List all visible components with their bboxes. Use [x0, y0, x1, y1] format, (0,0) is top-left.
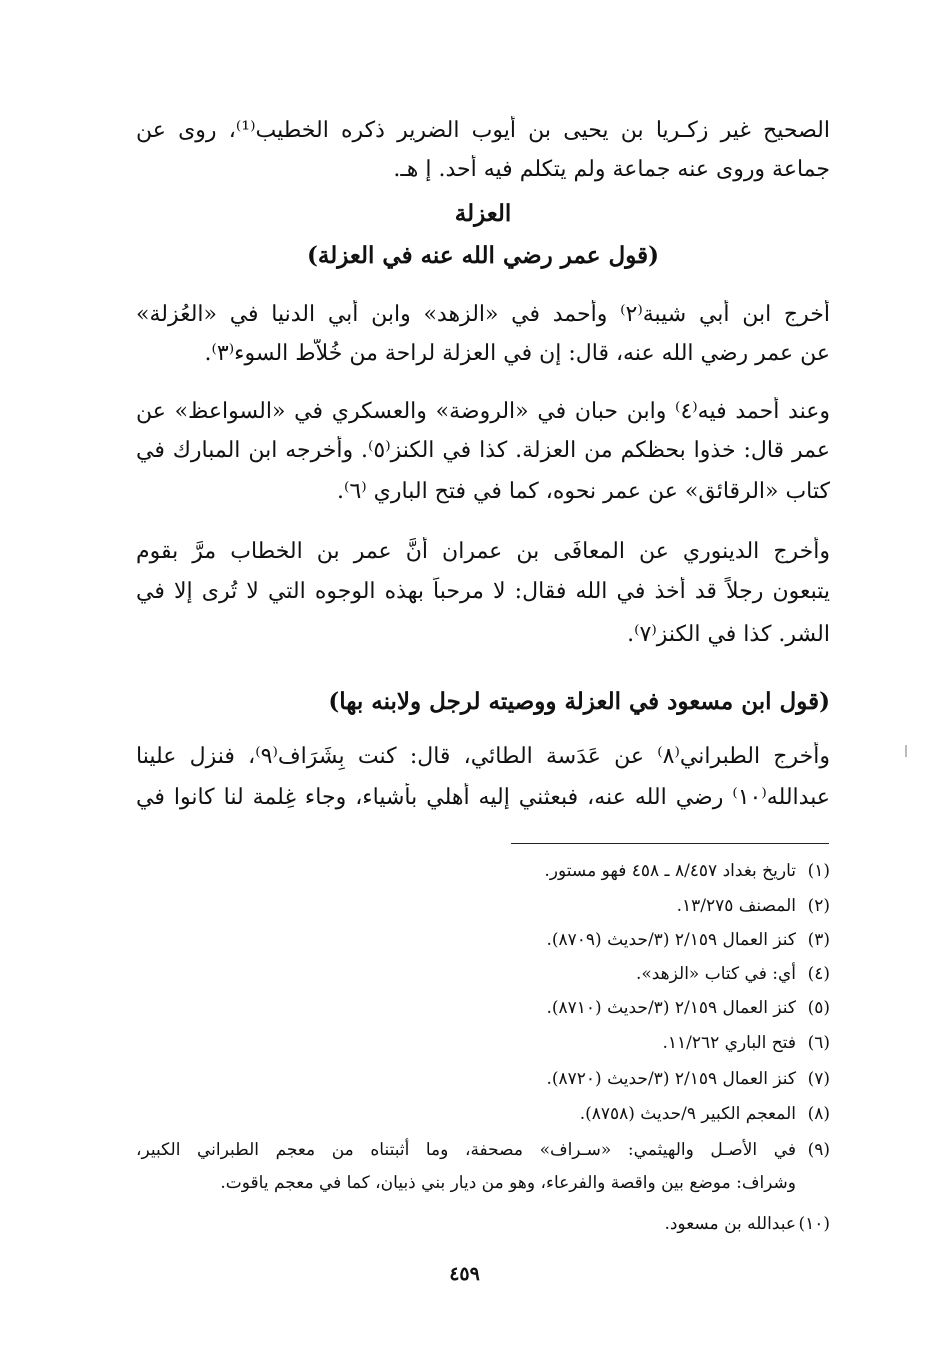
- footnote: [136, 1031, 830, 1055]
- footnote-separator: [511, 843, 829, 844]
- footnote-number: (٢): [807, 896, 830, 916]
- footnote: [136, 928, 830, 952]
- footnote: [136, 1067, 830, 1091]
- footnote-number: (١): [807, 861, 830, 881]
- subsection-heading: (قول ابن مسعود في العزلة ووصيته لرجل ولابنه بها): [328, 688, 830, 715]
- footnote-number: (٥): [807, 998, 830, 1018]
- footnote-text: عبدالله بن مسعود.: [664, 1214, 796, 1234]
- body-line: الشر. كذا في الكنز⁽٧⁾.: [627, 622, 830, 647]
- footnote: [136, 1102, 830, 1126]
- footnote-number: (٣): [807, 930, 830, 950]
- footnote-text: تاريخ بغداد ٨/٤٥٧ ـ ٤٥٨ فهو مستور.: [544, 861, 796, 881]
- body-line: يتبعون رجلاً قد أُخذ في الله فقال: لا مرحباً بهذه الوجوه التي لا تُرى إلا في: [136, 579, 830, 604]
- footnote-text: وشراف: موضع بين واقصة والفرعاء، وهو من ديار بني ذبيان، كما في معجم ياقوت.: [220, 1173, 796, 1193]
- footnote-number: (٨): [807, 1104, 830, 1124]
- subsection-heading: (قول عمر رضي الله عنه في العزلة): [307, 242, 659, 269]
- footnote-text: المعجم الكبير ٩/حديث (٨٧٥٨).: [579, 1104, 796, 1124]
- page-number: ٤٥٩: [449, 1263, 480, 1285]
- footnote-number: (١٠): [798, 1214, 830, 1234]
- footnote-number: (٦): [807, 1033, 830, 1053]
- body-line: أخرج ابن أبي شيبة⁽٢⁾ وأحمد في «الزهد» وابن أبي الدنيا في «العُزلة»: [136, 302, 830, 327]
- footnote-number: (٤): [807, 964, 830, 984]
- body-line: عمر قال: خذوا بحظكم من العزلة. كذا في الكنز⁽٥⁾. وأخرجه ابن المبارك في: [136, 438, 830, 463]
- body-line: عن عمر رضي الله عنه، قال: إن في العزلة لراحة من خُلاَّط السوء⁽٣⁾.: [204, 341, 830, 366]
- scan-mark: [905, 745, 907, 757]
- footnote: [136, 894, 830, 918]
- footnote: [136, 1138, 830, 1162]
- body-line: كتاب «الرقائق» عن عمر نحوه، كما في فتح الباري ⁽٦⁾.: [337, 479, 830, 504]
- body-line: جماعة وروى عنه جماعة ولم يتكلم فيه أحد. إ هـ.: [393, 157, 830, 182]
- body-line: وأخرج الطبراني⁽٨⁾ عن عَدَسة الطائي، قال: كنت بِشَرَاف⁽٩⁾، فنزل علينا: [136, 744, 830, 769]
- footnote: [136, 1212, 830, 1236]
- footnote: [136, 996, 830, 1020]
- footnote: [136, 962, 830, 986]
- footnote-text: في الأصـل والهيثمي: «سـراف» مصحفة، وما أثبتناه من معجم الطبراني الكبير،: [136, 1140, 796, 1160]
- body-line: الصحيح غير زكـريا بن يحيى بن أيوب الضرير ذكره الخطيب⁽¹⁾، روى عن: [136, 118, 830, 143]
- footnote: [136, 859, 830, 883]
- footnote-text: أي: في كتاب «الزهد».: [635, 964, 796, 984]
- body-line: وعند أحمد فيه⁽٤⁾ وابن حبان في «الروضة» والعسكري في «السواعظ» عن: [136, 399, 830, 424]
- footnote-continuation: [136, 1171, 830, 1195]
- footnote-text: كنز العمال ٢/١٥٩ (٣/حديث (٨٧٢٠).: [546, 1069, 796, 1089]
- body-line: عبدالله⁽١٠⁾ رضي الله عنه، فبعثني إليه أهلي بأشياء، وجاء غِلمة لنا كانوا في: [136, 785, 830, 810]
- footnote-number: (٩): [807, 1140, 830, 1160]
- body-line: وأخرج الدينوري عن المعافَى بن عمران أنَّ عمر بن الخطاب مرَّ بقوم: [136, 539, 830, 564]
- footnote-text: كنز العمال ٢/١٥٩ (٣/حديث (٨٧٠٩).: [546, 930, 796, 950]
- footnote-text: المصنف ١٣/٢٧٥.: [676, 896, 796, 916]
- footnote-text: فتح الباري ١١/٢٦٢.: [662, 1033, 796, 1053]
- footnote-text: كنز العمال ٢/١٥٩ (٣/حديث (٨٧١٠).: [546, 998, 796, 1018]
- section-heading: العزلة: [454, 200, 512, 227]
- footnote-number: (٧): [807, 1069, 830, 1089]
